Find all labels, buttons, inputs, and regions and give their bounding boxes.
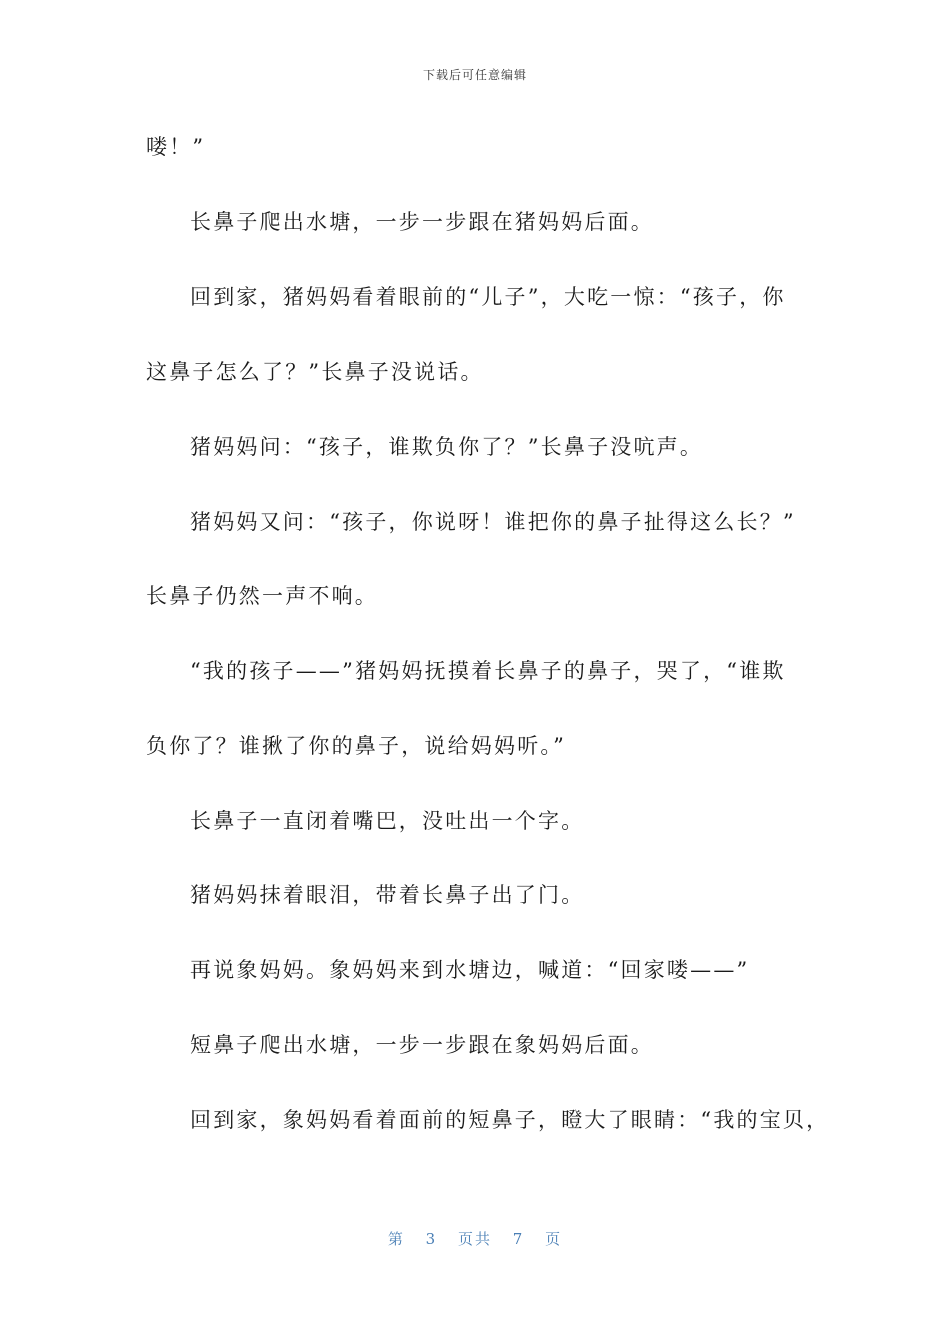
page-footer — [0, 1228, 950, 1249]
text-line: 这鼻子怎么了？”长鼻子没说话。 — [146, 360, 484, 384]
text-line: 回到家，猪妈妈看着眼前的“儿子”，大吃一惊：“孩子，你 — [190, 285, 786, 309]
text-line: 长鼻子爬出水塘，一步一步跟在猪妈妈后面。 — [190, 210, 654, 234]
text-line: 长鼻子仍然一声不响。 — [146, 584, 378, 608]
text-line: 猪妈妈又问：“孩子，你说呀！谁把你的鼻子扯得这么长？” — [190, 510, 796, 534]
page-label-mid: 页共 — [457, 1230, 492, 1248]
text-line: 负你了？谁揪了你的鼻子，说给妈妈听。” — [146, 734, 567, 758]
current-page-number: 3 — [425, 1230, 438, 1248]
page-label-suffix: 页 — [545, 1230, 563, 1248]
text-line: 短鼻子爬出水塘，一步一步跟在象妈妈后面。 — [190, 1033, 654, 1057]
page-header: 下载后可任意编辑 — [422, 68, 527, 82]
text-line: 猪妈妈问：“孩子，谁欺负你了？”长鼻子没吭声。 — [190, 435, 704, 459]
page-label-prefix: 第 — [387, 1230, 405, 1248]
text-line: 回到家，象妈妈看着面前的短鼻子，瞪大了眼睛：“我的宝贝， — [190, 1108, 830, 1132]
text-line: 长鼻子一直闭着嘴巴，没吐出一个字。 — [190, 809, 585, 833]
text-line: 猪妈妈抹着眼泪，带着长鼻子出了门。 — [190, 883, 585, 907]
text-line: “我的孩子——”猪妈妈抚摸着长鼻子的鼻子，哭了，“谁欺 — [190, 659, 786, 683]
total-pages-number: 7 — [512, 1230, 525, 1248]
text-line: 喽！” — [146, 135, 206, 159]
text-line: 再说象妈妈。象妈妈来到水塘边，喊道：“回家喽——” — [190, 958, 750, 982]
